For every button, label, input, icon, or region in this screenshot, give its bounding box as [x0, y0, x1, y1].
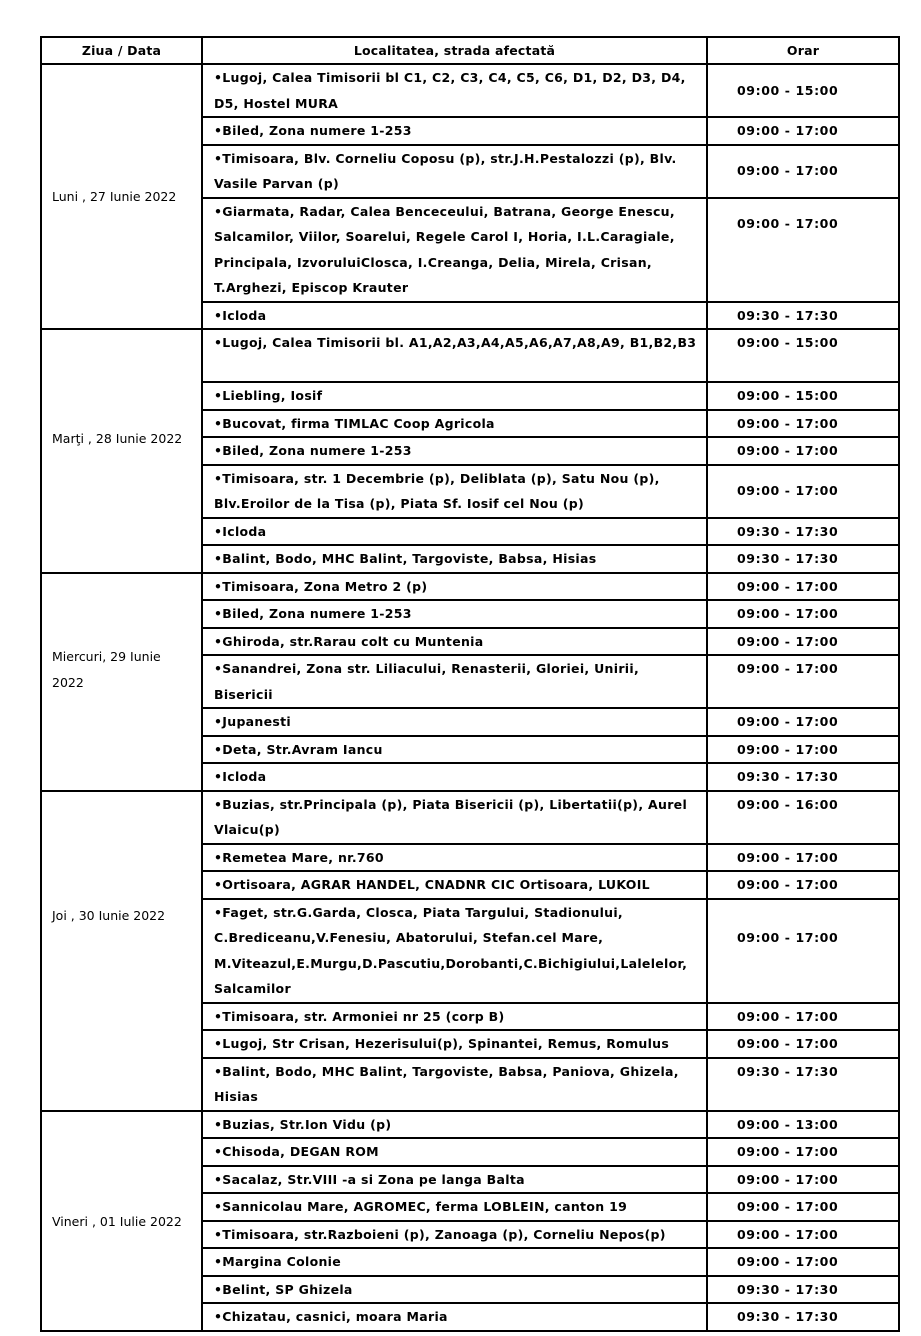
time-cell: 09:00 - 17:00 [707, 198, 899, 302]
day-cell: Joi , 30 Iunie 2022 [41, 791, 202, 1111]
time-cell: 09:30 - 17:30 [707, 302, 899, 330]
location-cell: •Faget, str.G.Garda, Closca, Piata Targului, Stadionului, C.Brediceanu,V.Fenesiu, Abatorului, Stefan.cel Mare, M.Viteazul,E.Murgu,D.Pascutiu,Dorobanti,C.Bichigiului,Lalelelor, Salcamilor [202, 899, 707, 1003]
day-cell: Marţi , 28 Iunie 2022 [41, 329, 202, 573]
time-cell: 09:00 - 17:00 [707, 1221, 899, 1249]
time-cell: 09:30 - 17:30 [707, 763, 899, 791]
location-cell: •Lugoj, Calea Timisorii bl C1, C2, C3, C4, C5, C6, D1, D2, D3, D4, D5, Hostel MURA [202, 64, 707, 117]
location-cell: •Remetea Mare, nr.760 [202, 844, 707, 872]
location-cell: •Biled, Zona numere 1-253 [202, 117, 707, 145]
location-cell: •Bucovat, firma TIMLAC Coop Agricola [202, 410, 707, 438]
time-cell: 09:00 - 17:00 [707, 437, 899, 465]
location-cell: •Ghiroda, str.Rarau colt cu Muntenia [202, 628, 707, 656]
location-cell: •Icloda [202, 302, 707, 330]
location-cell: •Timisoara, Blv. Corneliu Coposu (p), str.J.H.Pestalozzi (p), Blv. Vasile Parvan (p) [202, 145, 707, 198]
location-cell: •Balint, Bodo, MHC Balint, Targoviste, Babsa, Paniova, Ghizela, Hisias [202, 1058, 707, 1111]
location-cell: •Buzias, Str.Ion Vidu (p) [202, 1111, 707, 1139]
location-cell: •Lugoj, Calea Timisorii bl. A1,A2,A3,A4,A5,A6,A7,A8,A9, B1,B2,B3 [202, 329, 707, 382]
time-cell: 09:00 - 13:00 [707, 1111, 899, 1139]
location-cell: •Icloda [202, 518, 707, 546]
time-cell: 09:30 - 17:30 [707, 518, 899, 546]
time-cell: 09:00 - 17:00 [707, 600, 899, 628]
location-cell: •Belint, SP Ghizela [202, 1276, 707, 1304]
time-cell: 09:00 - 17:00 [707, 871, 899, 899]
time-cell: 09:00 - 17:00 [707, 628, 899, 656]
header-schedule: Orar [707, 37, 899, 64]
time-cell: 09:30 - 17:30 [707, 1303, 899, 1331]
time-cell: 09:00 - 17:00 [707, 899, 899, 1003]
time-cell: 09:00 - 17:00 [707, 1138, 899, 1166]
time-cell: 09:00 - 16:00 [707, 791, 899, 844]
time-cell: 09:00 - 17:00 [707, 1003, 899, 1031]
location-cell: •Timisoara, str. 1 Decembrie (p), Deliblata (p), Satu Nou (p), Blv.Eroilor de la Tisa (p), Piata Sf. Iosif cel Nou (p) [202, 465, 707, 518]
day-cell: Vineri , 01 Iulie 2022 [41, 1111, 202, 1331]
time-cell: 09:30 - 17:30 [707, 545, 899, 573]
location-cell: •Sacalaz, Str.VIII -a si Zona pe langa Balta [202, 1166, 707, 1194]
location-cell: •Timisoara, Zona Metro 2 (p) [202, 573, 707, 601]
day-cell: Luni , 27 Iunie 2022 [41, 64, 202, 329]
location-cell: •Giarmata, Radar, Calea Benceceului, Batrana, George Enescu, Salcamilor, Viilor, Soarelui, Regele Carol I, Horia, I.L.Caragiale, Principala, IzvoruluiClosca, I.Creanga, Delia, Mirela, Crisan, T.Arghezi, Episcop Krauter [202, 198, 707, 302]
location-cell: •Sannicolau Mare, AGROMEC, ferma LOBLEIN, canton 19 [202, 1193, 707, 1221]
time-cell: 09:00 - 17:00 [707, 117, 899, 145]
location-cell: •Timisoara, str.Razboieni (p), Zanoaga (p), Corneliu Nepos(p) [202, 1221, 707, 1249]
table-row [41, 64, 899, 117]
time-cell: 09:00 - 15:00 [707, 329, 899, 382]
time-cell: 09:00 - 17:00 [707, 655, 899, 708]
time-cell: 09:00 - 17:00 [707, 1030, 899, 1058]
location-cell: •Margina Colonie [202, 1248, 707, 1276]
location-cell: •Jupanesti [202, 708, 707, 736]
location-cell: •Timisoara, str. Armoniei nr 25 (corp B) [202, 1003, 707, 1031]
location-cell: •Chizatau, casnici, moara Maria [202, 1303, 707, 1331]
day-cell: Miercuri, 29 Iunie 2022 [41, 573, 202, 791]
time-cell: 09:00 - 17:00 [707, 736, 899, 764]
time-cell: 09:00 - 17:00 [707, 573, 899, 601]
time-cell: 09:30 - 17:30 [707, 1058, 899, 1111]
location-cell: •Icloda [202, 763, 707, 791]
location-cell: •Balint, Bodo, MHC Balint, Targoviste, Babsa, Hisias [202, 545, 707, 573]
time-cell: 09:00 - 17:00 [707, 145, 899, 198]
time-cell: 09:00 - 15:00 [707, 64, 899, 117]
time-cell: 09:00 - 17:00 [707, 844, 899, 872]
table-row [41, 791, 899, 844]
location-cell: •Biled, Zona numere 1-253 [202, 437, 707, 465]
header-row [41, 37, 899, 64]
location-cell: •Biled, Zona numere 1-253 [202, 600, 707, 628]
time-cell: 09:00 - 17:00 [707, 410, 899, 438]
table-row [41, 329, 899, 382]
time-cell: 09:00 - 17:00 [707, 1248, 899, 1276]
header-location: Localitatea, strada afectată [202, 37, 707, 64]
header-day: Ziua / Data [41, 37, 202, 64]
location-cell: •Lugoj, Str Crisan, Hezerisului(p), Spinantei, Remus, Romulus [202, 1030, 707, 1058]
location-cell: •Ortisoara, AGRAR HANDEL, CNADNR CIC Ortisoara, LUKOIL [202, 871, 707, 899]
time-cell: 09:00 - 17:00 [707, 1166, 899, 1194]
time-cell: 09:00 - 15:00 [707, 382, 899, 410]
location-cell: •Chisoda, DEGAN ROM [202, 1138, 707, 1166]
time-cell: 09:30 - 17:30 [707, 1276, 899, 1304]
location-cell: •Sanandrei, Zona str. Liliacului, Renasterii, Gloriei, Unirii, Bisericii [202, 655, 707, 708]
location-cell: •Liebling, Iosif [202, 382, 707, 410]
time-cell: 09:00 - 17:00 [707, 465, 899, 518]
time-cell: 09:00 - 17:00 [707, 1193, 899, 1221]
table-row [41, 1111, 899, 1139]
table-row [41, 573, 899, 601]
outage-schedule-table [40, 36, 900, 1332]
location-cell: •Deta, Str.Avram Iancu [202, 736, 707, 764]
location-cell: •Buzias, str.Principala (p), Piata Bisericii (p), Libertatii(p), Aurel Vlaicu(p) [202, 791, 707, 844]
time-cell: 09:00 - 17:00 [707, 708, 899, 736]
